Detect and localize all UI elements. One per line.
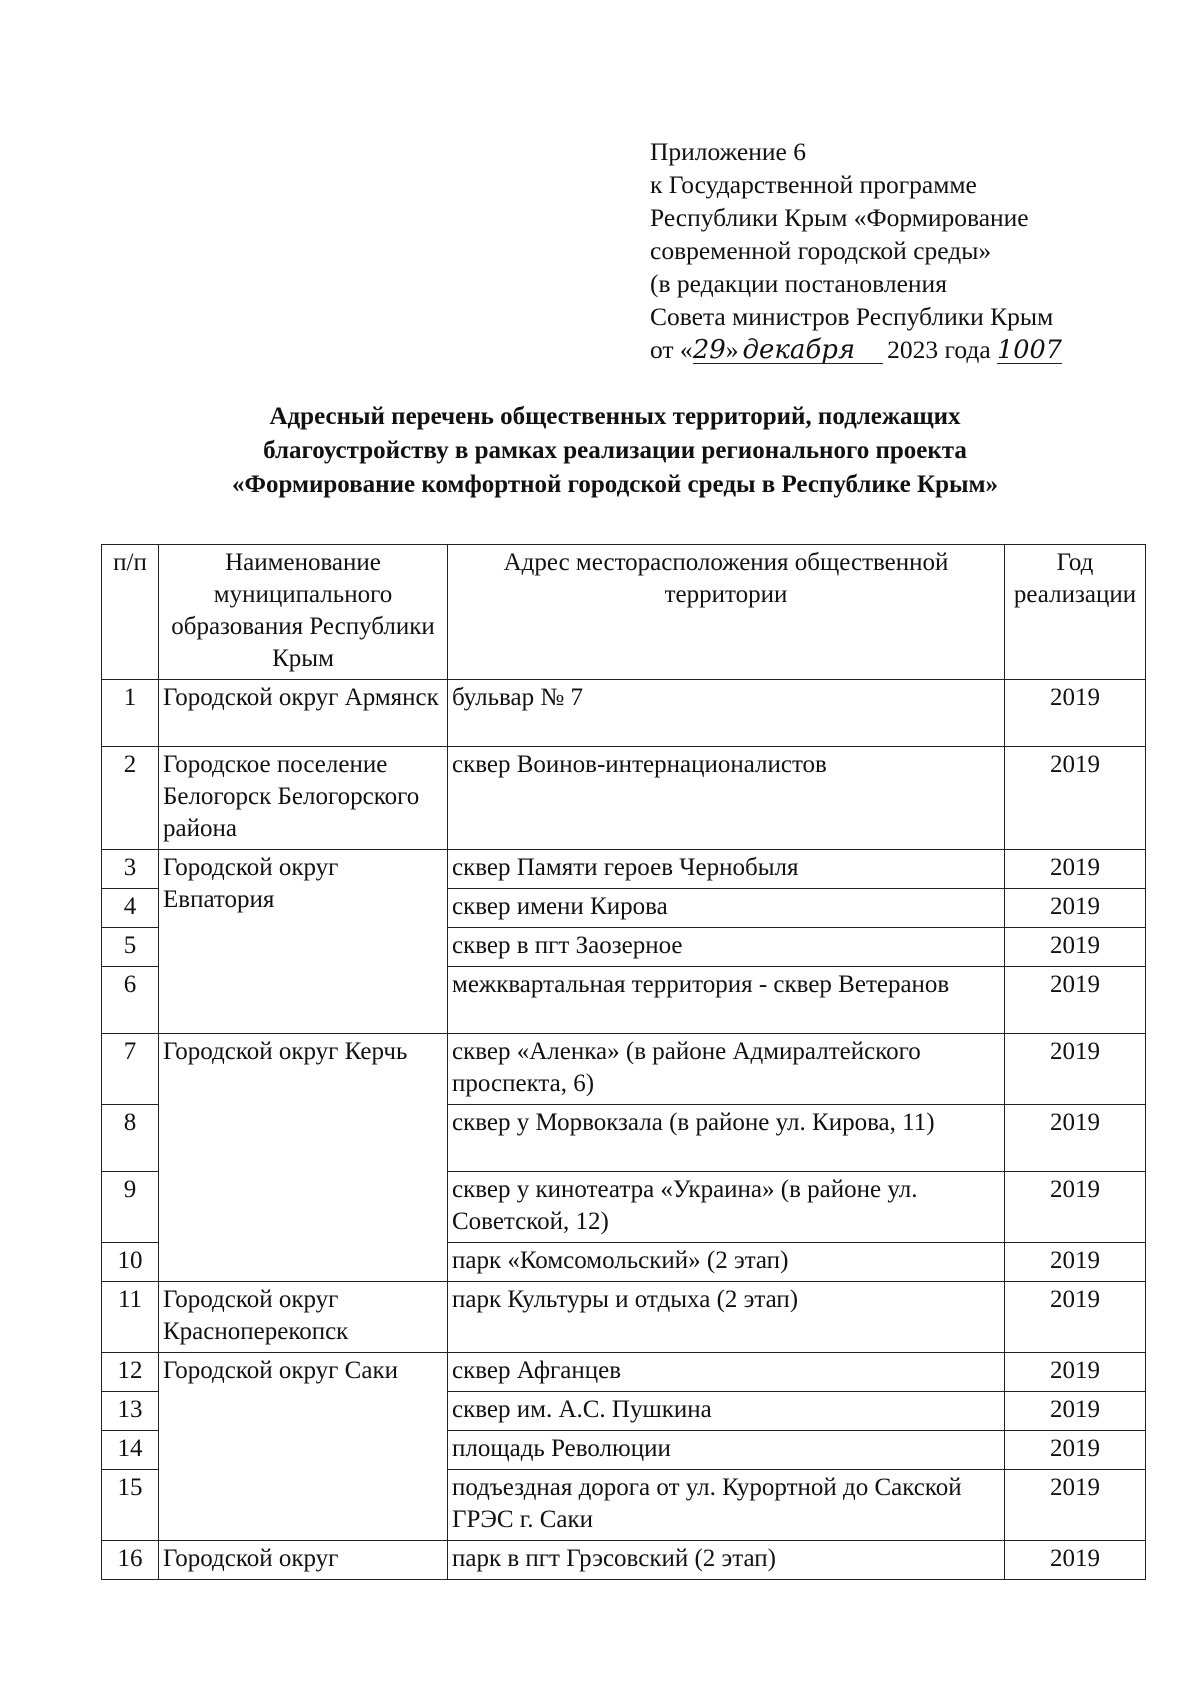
row-num: 3 [102, 850, 159, 889]
row-num: 7 [102, 1034, 159, 1105]
date-year: 2023 года [887, 335, 991, 364]
row-address: парк «Комсомольский» (2 этап) [448, 1243, 1005, 1282]
row-municipality: Городское поселение Белогорск Белогорского района [159, 747, 448, 850]
row-num: 2 [102, 747, 159, 850]
row-year: 2019 [1005, 967, 1146, 1034]
row-address: сквер им. А.С. Пушкина [448, 1392, 1005, 1431]
row-year: 2019 [1005, 1541, 1146, 1580]
row-num: 12 [102, 1353, 159, 1392]
table-row [102, 747, 1146, 850]
row-year: 2019 [1005, 1353, 1146, 1392]
table-row [102, 1541, 1146, 1580]
table-row [102, 1353, 1146, 1392]
row-num: 1 [102, 680, 159, 747]
row-address: парк в пгт Грэсовский (2 этап) [448, 1541, 1005, 1580]
row-address: сквер имени Кирова [448, 889, 1005, 928]
row-municipality: Городской округ Саки [159, 1353, 448, 1541]
header-address: Адрес месторасположения общественной территории [448, 545, 1005, 680]
row-address: сквер у кинотеатра «Украина» (в районе ул. Советской, 12) [448, 1172, 1005, 1243]
territories-table [101, 544, 1146, 1580]
title-line: Адресный перечень общественных территорий, подлежащих [269, 403, 961, 430]
row-num: 5 [102, 928, 159, 967]
row-year: 2019 [1005, 680, 1146, 747]
row-num: 15 [102, 1470, 159, 1541]
row-address: бульвар № 7 [448, 680, 1005, 747]
header-line: Республики Крым «Формирование [650, 203, 1029, 232]
row-address: сквер Памяти героев Чернобыля [448, 850, 1005, 889]
date-day: 29 [692, 335, 726, 365]
header-line: Совета министров Республики Крым [650, 302, 1054, 331]
row-address: подъездная дорога от ул. Курортной до Сакской ГРЭС г. Саки [448, 1470, 1005, 1541]
row-num: 10 [102, 1243, 159, 1282]
row-year: 2019 [1005, 1034, 1146, 1105]
row-municipality: Городской округ Армянск [159, 680, 448, 747]
row-address: сквер Воинов-интернационалистов [448, 747, 1005, 850]
date-prefix: от « [650, 335, 693, 364]
date-month: декабря [742, 335, 856, 365]
row-address: сквер Афганцев [448, 1353, 1005, 1392]
table-row [102, 850, 1146, 889]
row-address: площадь Революции [448, 1431, 1005, 1470]
header-num: п/п [102, 545, 159, 680]
row-address: сквер у Морвокзала (в районе ул. Кирова, 11) [448, 1105, 1005, 1172]
row-year: 2019 [1005, 1172, 1146, 1243]
row-num: 6 [102, 967, 159, 1034]
table-row [102, 680, 1146, 747]
row-year: 2019 [1005, 850, 1146, 889]
row-year: 2019 [1005, 1282, 1146, 1353]
row-num: 16 [102, 1541, 159, 1580]
row-num: 11 [102, 1282, 159, 1353]
row-address: межквартальная территория - сквер Ветеранов [448, 967, 1005, 1034]
row-num: 14 [102, 1431, 159, 1470]
header-year: Год реализации [1005, 545, 1146, 680]
row-address: сквер в пгт Заозерное [448, 928, 1005, 967]
row-address: сквер «Аленка» (в районе Адмиралтейского проспекта, 6) [448, 1034, 1005, 1105]
row-num: 4 [102, 889, 159, 928]
header-line: Приложение 6 [650, 137, 806, 166]
title-line: «Формирование комфортной городской среды в Республике Крым» [231, 471, 999, 498]
document-number: 1007 [997, 335, 1062, 365]
row-year: 2019 [1005, 1470, 1146, 1541]
appendix-header [650, 135, 1170, 366]
row-year: 2019 [1005, 747, 1146, 850]
row-num: 8 [102, 1105, 159, 1172]
row-municipality: Городской округ Красноперекопск [159, 1282, 448, 1353]
row-municipality: Городской округ [159, 1541, 448, 1580]
header-line: (в редакции постановления [650, 269, 947, 298]
row-year: 2019 [1005, 928, 1146, 967]
table-row [102, 1034, 1146, 1105]
row-year: 2019 [1005, 1392, 1146, 1431]
row-year: 2019 [1005, 889, 1146, 928]
row-municipality: Городской округ Евпатория [159, 850, 448, 1034]
row-address: парк Культуры и отдыха (2 этап) [448, 1282, 1005, 1353]
row-municipality: Городской округ Керчь [159, 1034, 448, 1282]
header-line: к Государственной программе [650, 170, 977, 199]
row-num: 9 [102, 1172, 159, 1243]
title-line: благоустройству в рамках реализации регионального проекта [263, 437, 967, 464]
table-row [102, 1282, 1146, 1353]
date-quote-close: » [725, 335, 739, 364]
table-header-row [102, 545, 1146, 680]
header-line: современной городской среды» [650, 236, 992, 265]
document-title [120, 400, 1110, 502]
row-year: 2019 [1005, 1243, 1146, 1282]
date-handwritten-field [693, 337, 883, 364]
header-municipality: Наименование муниципального образования Республики Крым [159, 545, 448, 680]
row-year: 2019 [1005, 1105, 1146, 1172]
row-num: 13 [102, 1392, 159, 1431]
row-year: 2019 [1005, 1431, 1146, 1470]
resolution-date-line [650, 333, 1170, 366]
